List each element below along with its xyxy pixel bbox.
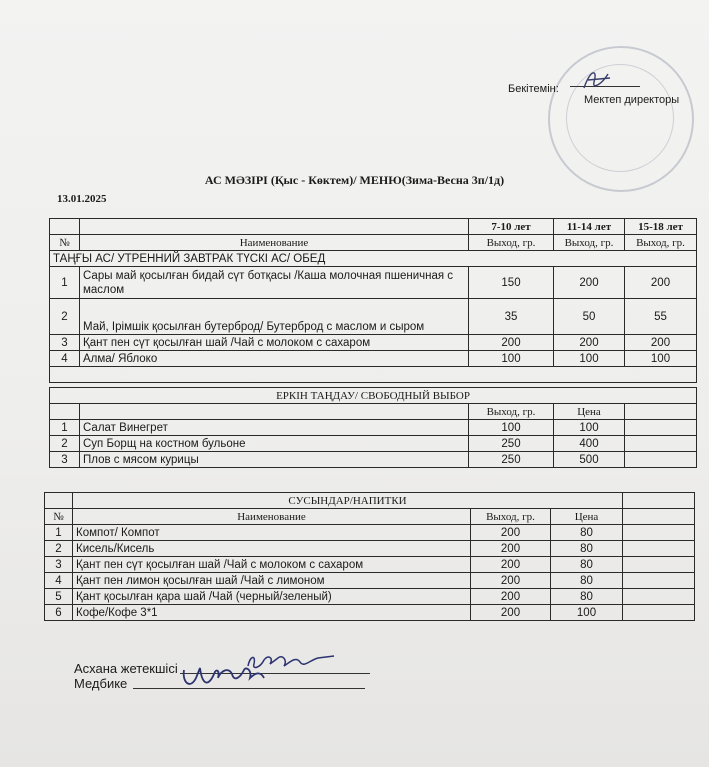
section-header-row [50,251,697,267]
empty-row [50,367,697,383]
main-menu-table [49,218,697,383]
table-row: 2 Суп Борщ на костном бульоне 250 400 [50,436,697,452]
table-row: 3 Плов с мясом курицы 250 500 [50,452,697,468]
col-output-3: Выход, гр. [625,235,697,251]
drinks-table [44,492,695,621]
table-row: 2 Кисель/Кисель 200 80 [45,541,695,557]
approval-label: Бекітемін: [508,83,559,95]
table-row: 1 Сары май қосылған бидай сүт ботқасы /Каша молочная пшеничная с маслом 150 200 200 [50,267,697,299]
nurse-label: Медбике [74,676,128,691]
director-signature [578,64,618,94]
column-header-row [50,235,697,251]
age-group-7-10: 7-10 лет [469,219,554,235]
handwritten-signatures [178,648,348,693]
age-group-15-18: 15-18 лет [625,219,697,235]
drinks-header: СУСЫНДАР/НАПИТКИ [73,493,623,509]
table-row: 1 Компот/ Компот 200 80 [45,525,695,541]
col-output: Выход, гр. [471,509,551,525]
col-output-2: Выход, гр. [554,235,625,251]
menu-title: АС МӘЗІРІ (Қыс - Көктем)/ МЕНЮ(Зима-Весна 3п/1д) [204,173,505,187]
col-name: Наименование [73,509,471,525]
col-price: Цена [551,509,623,525]
col-no: № [50,235,80,251]
school-seal [548,46,694,192]
table-row: 5 Қант қосылған қара шай /Чай (черный/зеленый) 200 80 [45,589,695,605]
col-no: № [45,509,73,525]
col-price: Цена [554,404,625,420]
age-group-row [50,219,697,235]
table-row: 1 Салат Винегрет 100 100 [50,420,697,436]
table-row: 3 Қант пен сүт қосылған шай /Чай с молоком с сахаром 200 80 [45,557,695,573]
menu-date: 13.01.2025 [57,193,107,205]
drinks-header-row [45,493,695,509]
table-row: 2 Май, Ірімшік қосылған бутерброд/ Бутерброд с маслом и сыром 35 50 55 [50,299,697,335]
col-name: Наименование [80,235,469,251]
age-group-11-14: 11-14 лет [554,219,625,235]
director-title: Мектеп директоры [584,94,680,106]
free-choice-header-row [50,388,697,404]
drinks-column-row [45,509,695,525]
section-header: ТАҢҒЫ АС/ УТРЕННИЙ ЗАВТРАК ТҮСКІ АС/ ОБЕД [50,251,697,267]
cook-label: Асхана жетекшісі [74,661,178,676]
col-output-1: Выход, гр. [469,235,554,251]
free-choice-column-row [50,404,697,420]
table-row: 4 Алма/ Яблоко 100 100 100 [50,351,697,367]
table-row: 4 Қант пен лимон қосылған шай /Чай с лимоном 200 80 [45,573,695,589]
table-row: 6 Кофе/Кофе 3*1 200 100 [45,605,695,621]
free-choice-table [49,387,697,468]
col-output: Выход, гр. [469,404,554,420]
approval-block [508,83,559,95]
free-choice-header: ЕРКІН ТАҢДАУ/ СВОБОДНЫЙ ВЫБОР [50,388,697,404]
table-row: 3 Қант пен сүт қосылған шай /Чай с молоком с сахаром 200 200 200 [50,335,697,351]
